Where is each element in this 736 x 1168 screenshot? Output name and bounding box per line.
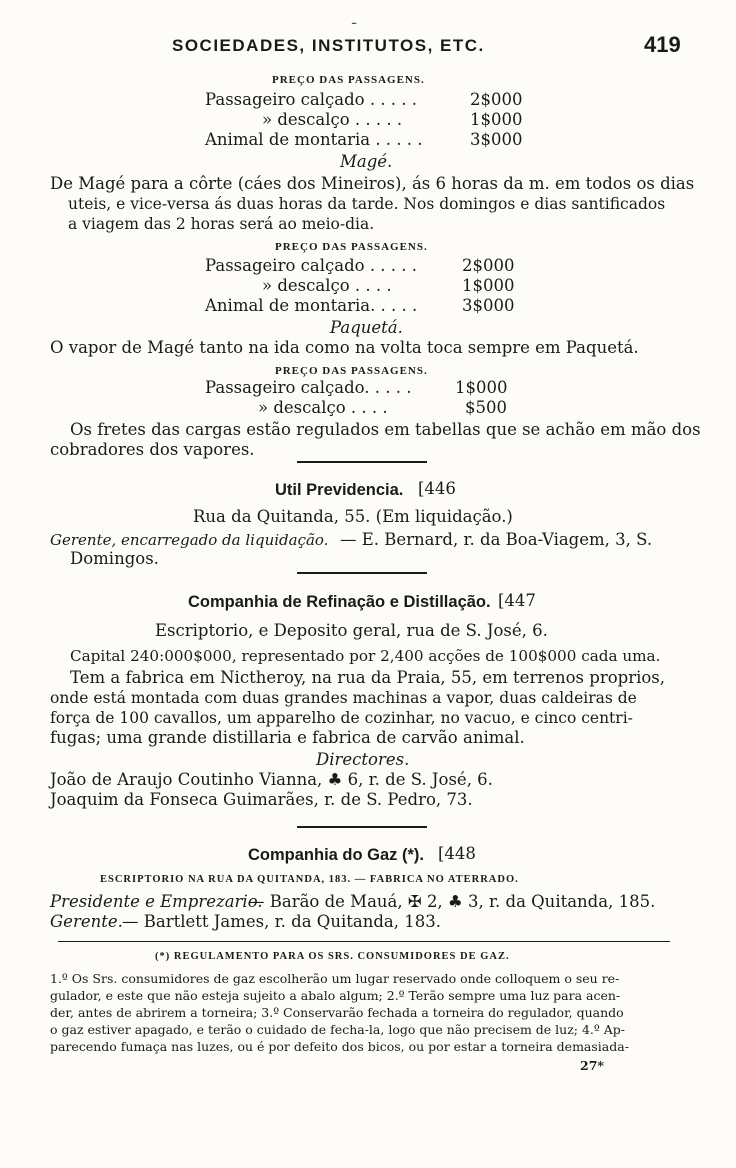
text-line: De Magé para a côrte (cáes dos Mineiros), ás 6 horas da m. em todos os dias xyxy=(50,174,695,193)
printing-mark: ـ xyxy=(352,12,357,28)
text-line: O vapor de Magé tanto na ida como na volta toca sempre em Paquetá. xyxy=(50,338,639,357)
text-line: onde está montada com duas grandes machinas a vapor, duas caldeiras de xyxy=(50,689,637,707)
footnote-divider xyxy=(58,941,670,942)
section-number: [448 xyxy=(438,844,476,863)
director-line: Joaquim da Fonseca Guimarães, r. de S. Pedro, 73. xyxy=(50,790,473,809)
role-label: Gerente, encarregado da liquidação. xyxy=(50,531,329,549)
price-label: » descalço . . . . xyxy=(258,398,388,417)
price-label: Passageiro calçado . . . . . xyxy=(205,90,418,109)
running-title: SOCIEDADES, INSTITUTOS, ETC. xyxy=(172,36,485,55)
section-title-gaz: Companhia do Gaz (*). xyxy=(248,846,425,864)
price-value: 1$000 xyxy=(455,378,508,397)
director-line: João de Araujo Coutinho Vianna, ♣ 6, r. de S. José, 6. xyxy=(50,770,493,789)
page-number: 419 xyxy=(644,32,681,57)
price-value: 3$000 xyxy=(462,296,515,315)
section-number: [447 xyxy=(498,591,536,610)
footnote-line: o gaz estiver apagado, e terão o cuidado de fecha-la, logo que não precisem de luz; 4.º Ap- xyxy=(50,1022,626,1037)
price-label: » descalço . . . . xyxy=(262,276,392,295)
text-line: Os fretes das cargas estão regulados em tabellas que se achão em mão dos xyxy=(70,420,701,439)
section-divider xyxy=(297,826,427,828)
section-divider xyxy=(297,461,427,463)
price-label: Animal de montaria. . . . . xyxy=(205,296,418,315)
address-line: Rua da Quitanda, 55. (Em liquidação.) xyxy=(193,507,513,526)
footnote-line: 1.º Os Srs. consumidores de gaz escolherão um lugar reservado onde colloquem o seu re- xyxy=(50,971,620,986)
price-label: Passageiro calçado. . . . . xyxy=(205,378,412,397)
prices-heading: PREÇO DAS PASSAGENS. xyxy=(272,74,425,86)
price-value: $500 xyxy=(465,398,507,417)
person-line: — Barão de Mauá, ✠ 2, ♣ 3, r. da Quitanda, 185. xyxy=(248,892,656,911)
role-label: Presidente e Emprezario. xyxy=(50,892,263,911)
capital-line: Capital 240:000$000, representado por 2,400 acções de 100$000 cada uma. xyxy=(70,647,661,665)
footnote-line: parecendo fumaça nas luzes, ou é por defeito dos bicos, ou por estar a torneira demasiada- xyxy=(50,1039,629,1054)
person-line: — Bartlett James, r. da Quitanda, 183. xyxy=(122,912,441,931)
price-value: 1$000 xyxy=(462,276,515,295)
person-line: Domingos. xyxy=(70,549,159,568)
footnote-line: der, antes de abrirem a torneira; 3.º Conservarão fechada a torneira do regulador, quando xyxy=(50,1005,624,1020)
section-title-util: Util Previdencia. xyxy=(275,481,404,499)
office-line: ESCRIPTORIO NA RUA DA QUITANDA, 183. — FABRICA NO ATERRADO. xyxy=(100,874,519,885)
section-title-paqueta: Paquetá. xyxy=(330,318,403,337)
signature-mark: 27* xyxy=(580,1058,604,1073)
section-title-refinacao: Companhia de Refinação e Distillação. xyxy=(188,593,491,611)
price-value: 2$000 xyxy=(470,90,523,109)
prices-heading: PREÇO DAS PASSAGENS. xyxy=(275,241,428,253)
person-line: — E. Bernard, r. da Boa-Viagem, 3, S. xyxy=(340,530,653,549)
section-number: [446 xyxy=(418,479,456,498)
price-label: Animal de montaria . . . . . xyxy=(205,130,423,149)
prices-heading: PREÇO DAS PASSAGENS. xyxy=(275,365,428,377)
text-line: fugas; uma grande distillaria e fabrica de carvão animal. xyxy=(50,728,525,747)
price-value: 3$000 xyxy=(470,130,523,149)
price-label: » descalço . . . . . xyxy=(262,110,403,129)
text-line: a viagem das 2 horas será ao meio-dia. xyxy=(68,215,375,233)
text-line: uteis, e vice-versa ás duas horas da tarde. Nos domingos e dias santificados xyxy=(68,195,666,213)
footnote-line: gulador, e este que não esteja sujeito a abalo algum; 2.º Terão sempre uma luz para acen- xyxy=(50,988,621,1003)
text-line: cobradores dos vapores. xyxy=(50,440,255,459)
role-label: Gerente. xyxy=(50,912,123,931)
price-value: 1$000 xyxy=(470,110,523,129)
directors-heading: Directores. xyxy=(316,750,410,769)
page-header xyxy=(0,30,736,70)
address-line: Escriptorio, e Deposito geral, rua de S. José, 6. xyxy=(155,621,548,640)
section-divider xyxy=(297,572,427,574)
price-label: Passageiro calçado . . . . . xyxy=(205,256,418,275)
footnote-heading: (*) REGULAMENTO PARA OS SRS. CONSUMIDORES DE GAZ. xyxy=(155,951,510,962)
price-value: 2$000 xyxy=(462,256,515,275)
section-title-mage: Magé. xyxy=(340,152,393,171)
text-line: força de 100 cavallos, um apparelho de cozinhar, no vacuo, e cinco centri- xyxy=(50,709,633,727)
text-line: Tem a fabrica em Nictheroy, na rua da Praia, 55, em terrenos proprios, xyxy=(70,668,666,687)
